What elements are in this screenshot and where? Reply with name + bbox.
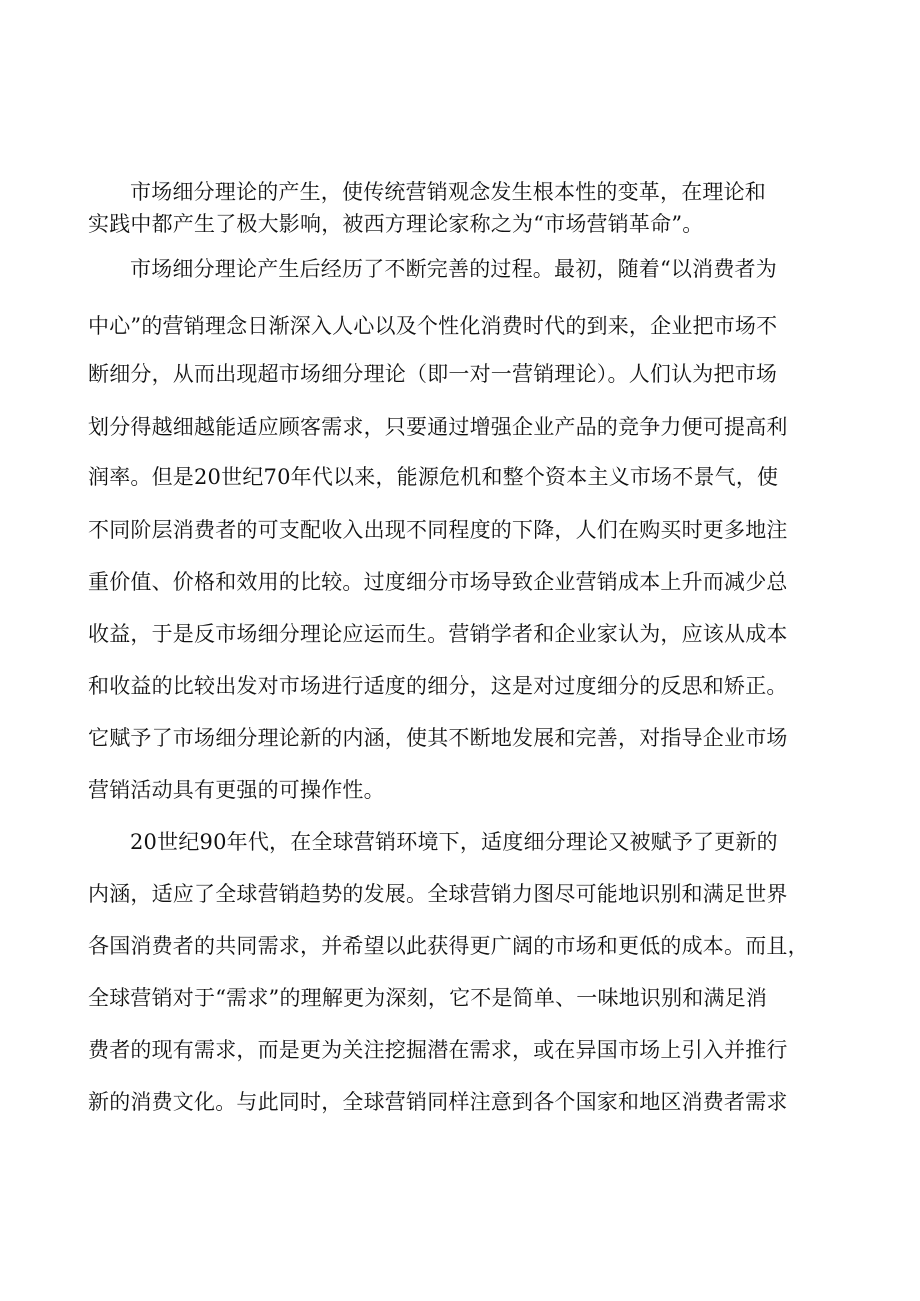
paragraph-3-line-2: 内涵，适应了全球营销趋势的发展。全球营销力图尽可能地识别和满足世界 [88, 882, 788, 906]
paragraph-2-line-7: 重价值、价格和效用的比较。过度细分市场导致企业营销成本上升而减少总 [88, 570, 788, 594]
paragraph-2-line-9: 和收益的比较出发对市场进行适度的细分，这是对过度细分的反思和矫正。 [88, 674, 788, 698]
paragraph-1-line-1: 市场细分理论的产生，使传统营销观念发生根本性的变革，在理论和 [130, 180, 766, 204]
paragraph-2-line-10: 它赋予了市场细分理论新的内涵，使其不断地发展和完善，对指导企业市场 [88, 726, 788, 750]
paragraph-3-line-4: 全球营销对于“需求”的理解更为深刻，它不是简单、一味地识别和满足消 [88, 986, 768, 1010]
paragraph-3-line-1: 20世纪90年代，在全球营销环境下，适度细分理论又被赋予了更新的 [130, 830, 778, 854]
paragraph-3-line-5: 费者的现有需求，而是更为关注挖掘潜在需求，或在异国市场上引入并推行 [88, 1038, 788, 1062]
paragraph-2-line-1: 市场细分理论产生后经历了不断完善的过程。最初，随着“以消费者为 [130, 257, 777, 281]
paragraph-1-line-2: 实践中都产生了极大影响，被西方理论家称之为“市场营销革命”。 [88, 212, 704, 236]
paragraph-2-line-8: 收益，于是反市场细分理论应运而生。营销学者和企业家认为，应该从成本 [88, 622, 788, 646]
paragraph-3-line-6: 新的消费文化。与此同时，全球营销同样注意到各个国家和地区消费者需求 [88, 1090, 788, 1114]
paragraph-2-line-4: 划分得越细越能适应顾客需求，只要通过增强企业产品的竞争力便可提高利 [88, 415, 788, 439]
paragraph-2-line-11: 营销活动具有更强的可操作性。 [88, 778, 385, 802]
paragraph-3-line-3: 各国消费者的共同需求，并希望以此获得更广阔的市场和更低的成本。而且， [88, 934, 809, 958]
paragraph-2-line-3: 断细分，从而出现超市场细分理论（即一对一营销理论）。人们认为把市场 [88, 362, 778, 386]
paragraph-2-line-5: 润率。但是20世纪70年代以来，能源危机和整个资本主义市场不景气，使 [88, 465, 779, 489]
paragraph-2-line-6: 不同阶层消费者的可支配收入出现不同程度的下降，人们在购买时更多地注 [88, 518, 788, 542]
paragraph-2-line-2: 中心”的营销理念日渐深入人心以及个性化消费时代的到来，企业把市场不 [88, 314, 778, 338]
